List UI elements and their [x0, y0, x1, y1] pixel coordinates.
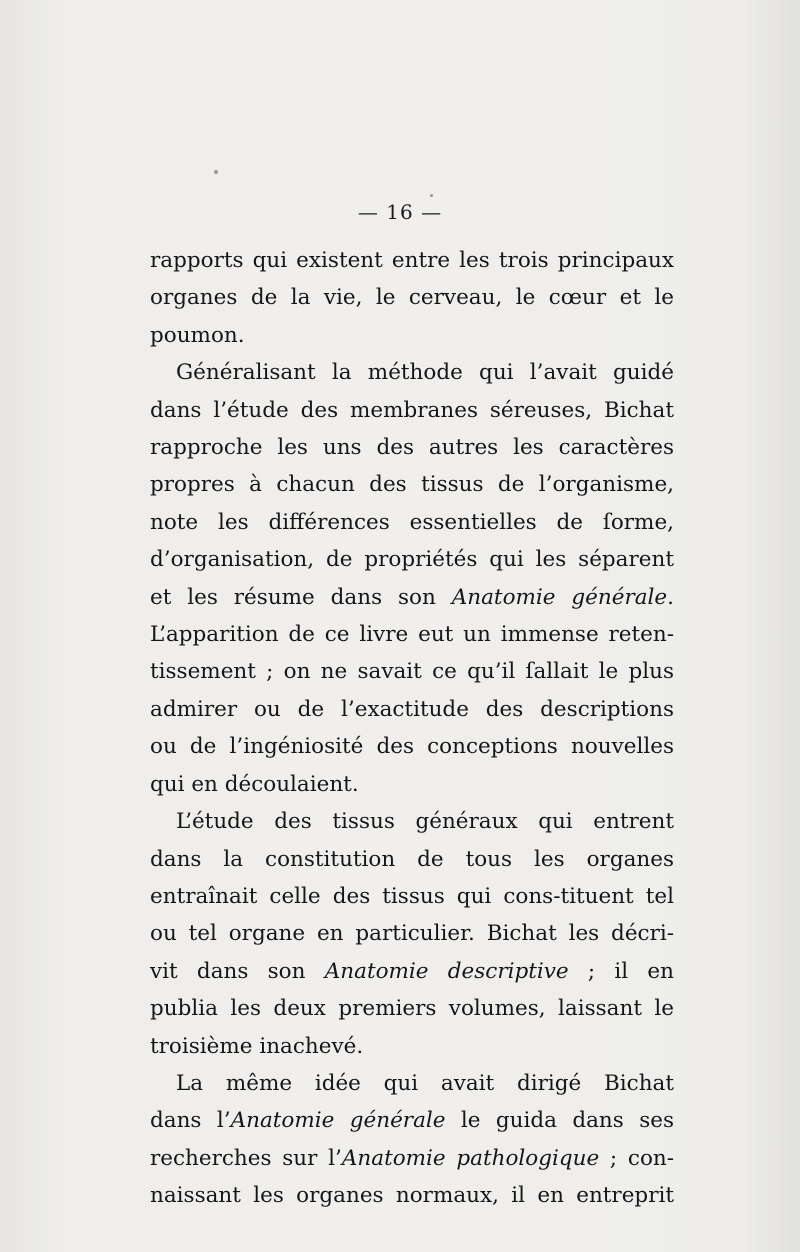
- text-line: note les différences essentielles de ſorme,: [150, 509, 674, 535]
- italic-title: Anatomie générale: [230, 1108, 446, 1134]
- text-line: L’étude des tissus généraux qui entrent: [176, 809, 674, 835]
- text-line: publia les deux premiers volumes, laissant le: [150, 996, 674, 1022]
- text-segment: .: [667, 584, 674, 610]
- body-text: [150, 242, 674, 1215]
- text-line: L’apparition de ce livre eut un immense reten-: [150, 622, 674, 648]
- text-segment: recherches sur l’: [150, 1145, 342, 1171]
- text-line: admirer ou de l’exactitude des descriptions: [150, 696, 674, 722]
- text-line: [150, 1140, 674, 1177]
- text-segment: dans l’: [150, 1108, 231, 1134]
- text-line: d’organisation, de propriétés qui les séparent: [150, 547, 674, 573]
- text-segment: et les résume dans son: [150, 584, 452, 610]
- text-line: dans l’étude des membranes séreuses, Bichat: [150, 397, 674, 423]
- italic-title: Anatomie générale: [451, 584, 668, 610]
- paper-speck: [430, 194, 433, 197]
- italic-title: Anatomie descriptive: [324, 958, 569, 984]
- page-number: — 16 —: [357, 200, 443, 224]
- text-line: [150, 579, 674, 616]
- text-line: [150, 1102, 674, 1139]
- text-line: rapproche les uns des autres les caractères: [150, 435, 674, 461]
- text-segment: ; il en: [568, 958, 674, 984]
- paper-speck: [214, 170, 218, 174]
- text-line: dans la constitution de tous les organes: [150, 846, 674, 872]
- text-line: entraînait celle des tissus qui cons-tituent tel: [150, 883, 674, 909]
- text-line: [150, 953, 674, 990]
- text-line: La même idée qui avait dirigé Bichat: [176, 1070, 674, 1096]
- text-line: Généralisant la méthode qui l’avait guidé: [176, 360, 674, 386]
- text-line: poumon.: [150, 322, 245, 348]
- text-line: tissement ; on ne savait ce qu’il ſallait le plus: [150, 659, 674, 685]
- text-segment: vit dans son: [150, 958, 325, 984]
- italic-title: Anatomie pathologique: [341, 1145, 600, 1171]
- text-segment: le guida dans ses: [445, 1108, 674, 1134]
- text-segment: ; con-: [599, 1145, 674, 1171]
- text-line: rapports qui existent entre les trois principaux: [150, 248, 674, 273]
- text-line: propres à chacun des tissus de l’organisme,: [150, 472, 674, 498]
- text-line: ou de l’ingéniosité des conceptions nouvelles: [150, 734, 674, 760]
- text-line: troisième inachevé.: [150, 1033, 364, 1059]
- text-line: naissant les organes normaux, il en entreprit: [150, 1183, 674, 1209]
- text-line: organes de la vie, le cerveau, le cœur et le: [150, 285, 674, 311]
- text-line: qui en découlaient.: [150, 771, 359, 797]
- text-line: ou tel organe en particulier. Bichat les décri-: [150, 921, 674, 947]
